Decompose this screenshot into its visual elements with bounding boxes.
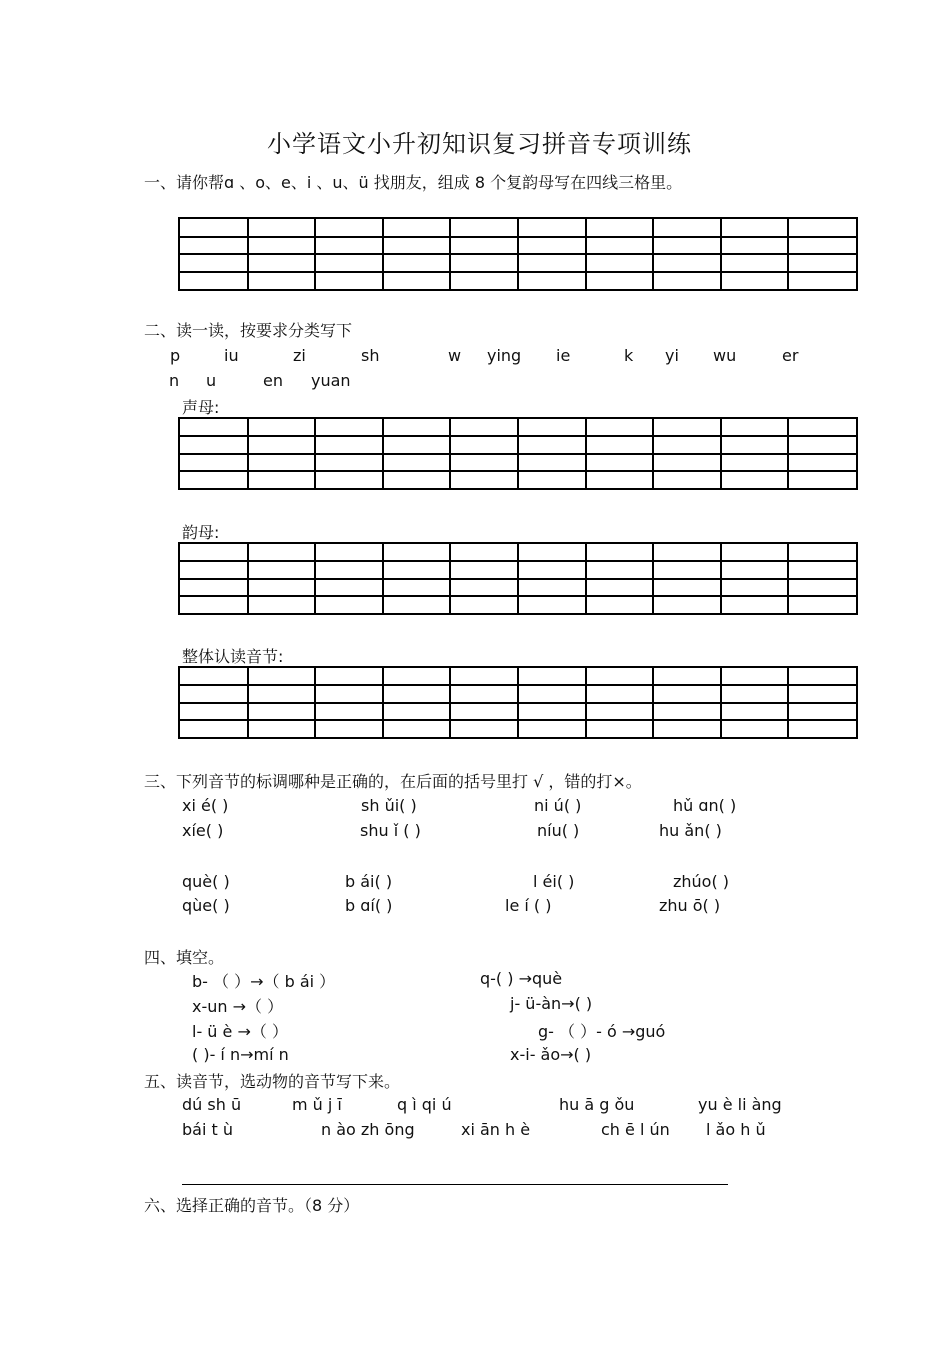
syllable: sh [361,346,380,365]
grid-divider [720,668,722,737]
grid-divider [652,544,654,613]
tone-choice[interactable]: sh ǔi( ) [361,796,417,815]
tone-choice[interactable]: hǔ ɑn( ) [673,796,737,815]
syllable: zi [293,346,306,365]
syllable: n [169,371,180,390]
grid-divider [720,544,722,613]
grid-divider [247,544,249,613]
question-4-heading: 四、填空。 [144,948,225,967]
tone-choice[interactable]: shu ǐ ( ) [360,821,421,840]
grid-divider [382,668,384,737]
grid-divider [449,668,451,737]
fill-blank[interactable]: ( )- í n→mí n [192,1045,289,1064]
tone-choice[interactable]: qùe( ) [182,896,230,915]
tone-choice[interactable]: zhu ō( ) [659,896,721,915]
tone-choice[interactable]: què( ) [182,872,230,891]
fill-blank[interactable]: q-( ) →què [480,969,563,988]
syllable: yuan [311,371,351,390]
grid-divider [314,668,316,737]
syllable: p [170,346,181,365]
grid-divider [585,219,587,289]
grid-divider [585,544,587,613]
syllable: yi [665,346,679,365]
grid-divider [787,219,789,289]
syllable: xi ān h è [461,1120,531,1139]
syllable: k [624,346,634,365]
grid-divider [382,419,384,488]
pinyin-grid-finals[interactable] [178,542,858,615]
finals-label: 韵母: [182,523,220,542]
tone-choice[interactable]: níu( ) [537,821,580,840]
grid-divider [720,419,722,488]
fill-blank[interactable]: x-i- ǎo→( ) [510,1045,592,1064]
grid-divider [652,419,654,488]
fill-blank[interactable]: l- ü è →（ ） [192,1022,288,1041]
syllable: yu è li àng [698,1095,782,1114]
grid-divider [247,419,249,488]
grid-divider [517,419,519,488]
grid-divider [585,419,587,488]
tone-choice[interactable]: ni ú( ) [534,796,582,815]
answer-line[interactable] [182,1184,728,1185]
grid-divider [247,219,249,289]
grid-divider [652,219,654,289]
tone-choice[interactable]: xi é( ) [182,796,229,815]
grid-divider [517,544,519,613]
grid-divider [517,219,519,289]
syllable: n ào zh ōng [321,1120,415,1139]
grid-divider [787,419,789,488]
grid-divider [382,219,384,289]
grid-divider [314,544,316,613]
grid-divider [652,668,654,737]
fill-blank[interactable]: b- （ ）→（ b ái ） [192,972,336,991]
grid-divider [449,219,451,289]
whole-syllables-label: 整体认读音节: [182,647,284,666]
initials-label: 声母: [182,398,220,417]
question-6-heading: 六、选择正确的音节。（8 分） [144,1196,360,1215]
tone-choice[interactable]: hu ǎn( ) [659,821,722,840]
grid-divider [247,668,249,737]
grid-divider [449,419,451,488]
syllable: ch ē l ún [601,1120,670,1139]
grid-divider [787,668,789,737]
syllable: wu [713,346,737,365]
syllable: l ǎo h ǔ [706,1120,766,1139]
syllable: er [782,346,799,365]
syllable: hu ā g ǒu [559,1095,635,1114]
question-2-heading: 二、读一读，按要求分类写下 [144,321,353,340]
pinyin-grid-initials[interactable] [178,417,858,490]
grid-divider [449,544,451,613]
grid-divider [314,419,316,488]
tone-choice[interactable]: zhúo( ) [673,872,730,891]
fill-blank[interactable]: g- （ ）- ó →guó [538,1022,666,1041]
fill-blank[interactable]: x-un →（ ） [192,997,284,1016]
syllable: iu [224,346,239,365]
pinyin-grid-whole-syllables[interactable] [178,666,858,739]
grid-divider [585,668,587,737]
grid-divider [517,668,519,737]
fill-blank[interactable]: j- ü-àn→( ) [510,994,593,1013]
pinyin-grid-q1[interactable] [178,217,858,291]
syllable: ying [487,346,522,365]
grid-divider [382,544,384,613]
question-3-heading: 三、下列音节的标调哪种是正确的，在后面的括号里打 √ ，错的打×。 [144,772,642,791]
question-1-text: 一、请你帮ɑ 、o、e、i 、u、ü 找朋友，组成 8 个复韵母写在四线三格里。 [144,173,683,192]
tone-choice[interactable]: l éi( ) [533,872,575,891]
grid-divider [787,544,789,613]
grid-divider [314,219,316,289]
page-title: 小学语文小升初知识复习拼音专项训练 [267,130,692,158]
syllable: m ǔ j ī [292,1095,342,1114]
tone-choice[interactable]: xíe( ) [182,821,224,840]
tone-choice[interactable]: b ái( ) [345,872,393,891]
syllable: q ì qi ú [397,1095,452,1114]
syllable: en [263,371,283,390]
syllable: dú sh ū [182,1095,242,1114]
syllable: ie [556,346,571,365]
tone-choice[interactable]: le í ( ) [505,896,552,915]
grid-divider [720,219,722,289]
syllable: bái t ù [182,1120,233,1139]
question-5-heading: 五、读音节，选动物的音节写下来。 [144,1072,401,1091]
tone-choice[interactable]: b ɑí( ) [345,896,393,915]
syllable: w [448,346,462,365]
syllable: u [206,371,217,390]
